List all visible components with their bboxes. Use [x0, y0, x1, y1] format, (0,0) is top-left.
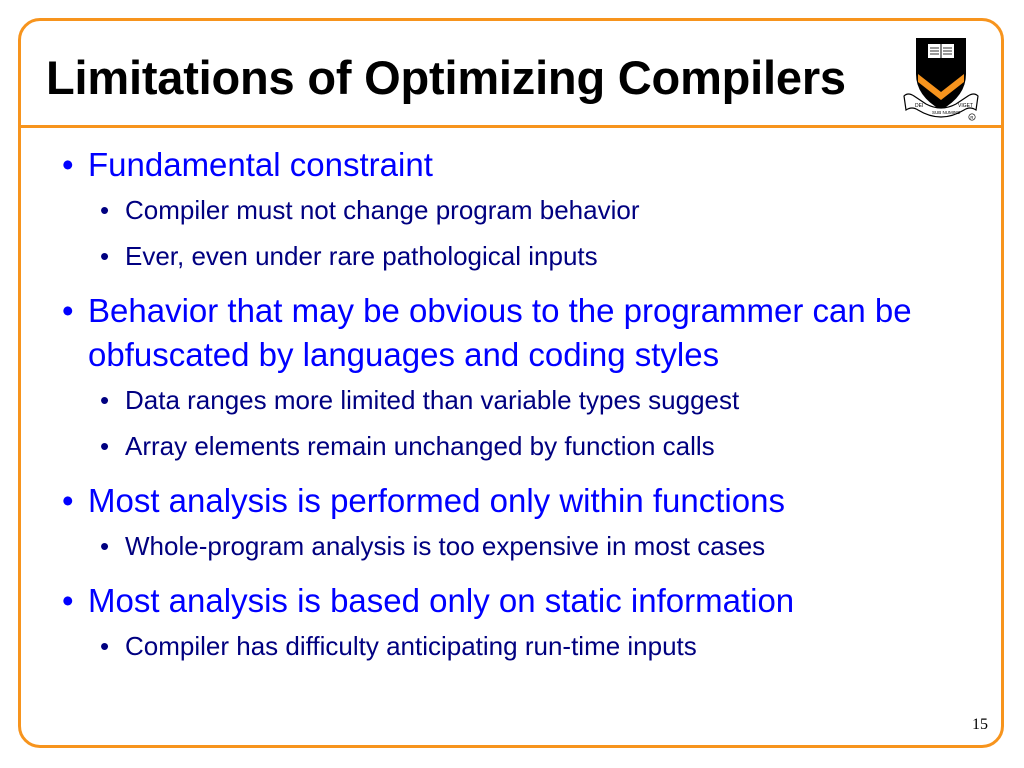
sub-bullet-marker: •: [100, 385, 110, 415]
bullet-text: Behavior that may be obvious to the programmer can be obfuscated by languages and coding styles: [88, 292, 912, 373]
bullet-item: [62, 579, 992, 623]
bullet-item: [62, 479, 992, 523]
motto-right-text: VIGET: [958, 103, 974, 109]
bullet-group-4: [62, 579, 992, 669]
sub-bullet-text: Array elements remain unchanged by function calls: [125, 431, 715, 461]
svg-text:R: R: [970, 114, 974, 120]
bullet-marker: •: [62, 146, 74, 183]
princeton-shield-logo: [902, 34, 980, 122]
sub-bullet-item: [100, 623, 992, 669]
sub-bullet-marker: •: [100, 531, 110, 561]
sub-bullet-text: Compiler must not change program behavior: [125, 195, 640, 225]
bullet-item: [62, 143, 992, 187]
bullet-group-3: [62, 479, 992, 569]
sub-bullet-text: Compiler has difficulty anticipating run-time inputs: [125, 631, 697, 661]
bullet-text: Most analysis is performed only within functions: [88, 482, 785, 519]
sub-bullet-marker: •: [100, 195, 110, 225]
sub-bullet-marker: •: [100, 631, 110, 661]
sub-bullet-marker: •: [100, 241, 110, 271]
bullet-group-2: [62, 289, 992, 469]
bullet-item: [62, 289, 992, 377]
sub-bullet-item: [100, 423, 992, 469]
sub-bullet-text: Whole-program analysis is too expensive in most cases: [125, 531, 766, 561]
sub-bullet-marker: •: [100, 431, 110, 461]
bullet-marker: •: [62, 582, 74, 619]
slide-content: [62, 143, 992, 679]
slide-title: Limitations of Optimizing Compilers: [46, 51, 846, 104]
sub-bullet-item: [100, 187, 992, 233]
title-divider: [18, 125, 1004, 128]
sub-bullet-text: Data ranges more limited than variable types suggest: [125, 385, 740, 415]
page-number: 15: [972, 716, 988, 733]
motto-left-text: DEI: [915, 103, 924, 109]
sub-bullet-item: [100, 377, 992, 423]
sub-bullet-item: [100, 523, 992, 569]
bullet-marker: •: [62, 482, 74, 519]
sub-bullet-text: Ever, even under rare pathological inputs: [125, 241, 598, 271]
bullet-text: Most analysis is based only on static information: [88, 582, 795, 619]
bullet-marker: •: [62, 292, 74, 329]
bullet-group-1: [62, 143, 992, 279]
sub-bullet-item: [100, 233, 992, 279]
bullet-text: Fundamental constraint: [88, 146, 433, 183]
motto-middle-text: SUB NUMINE: [932, 110, 961, 115]
